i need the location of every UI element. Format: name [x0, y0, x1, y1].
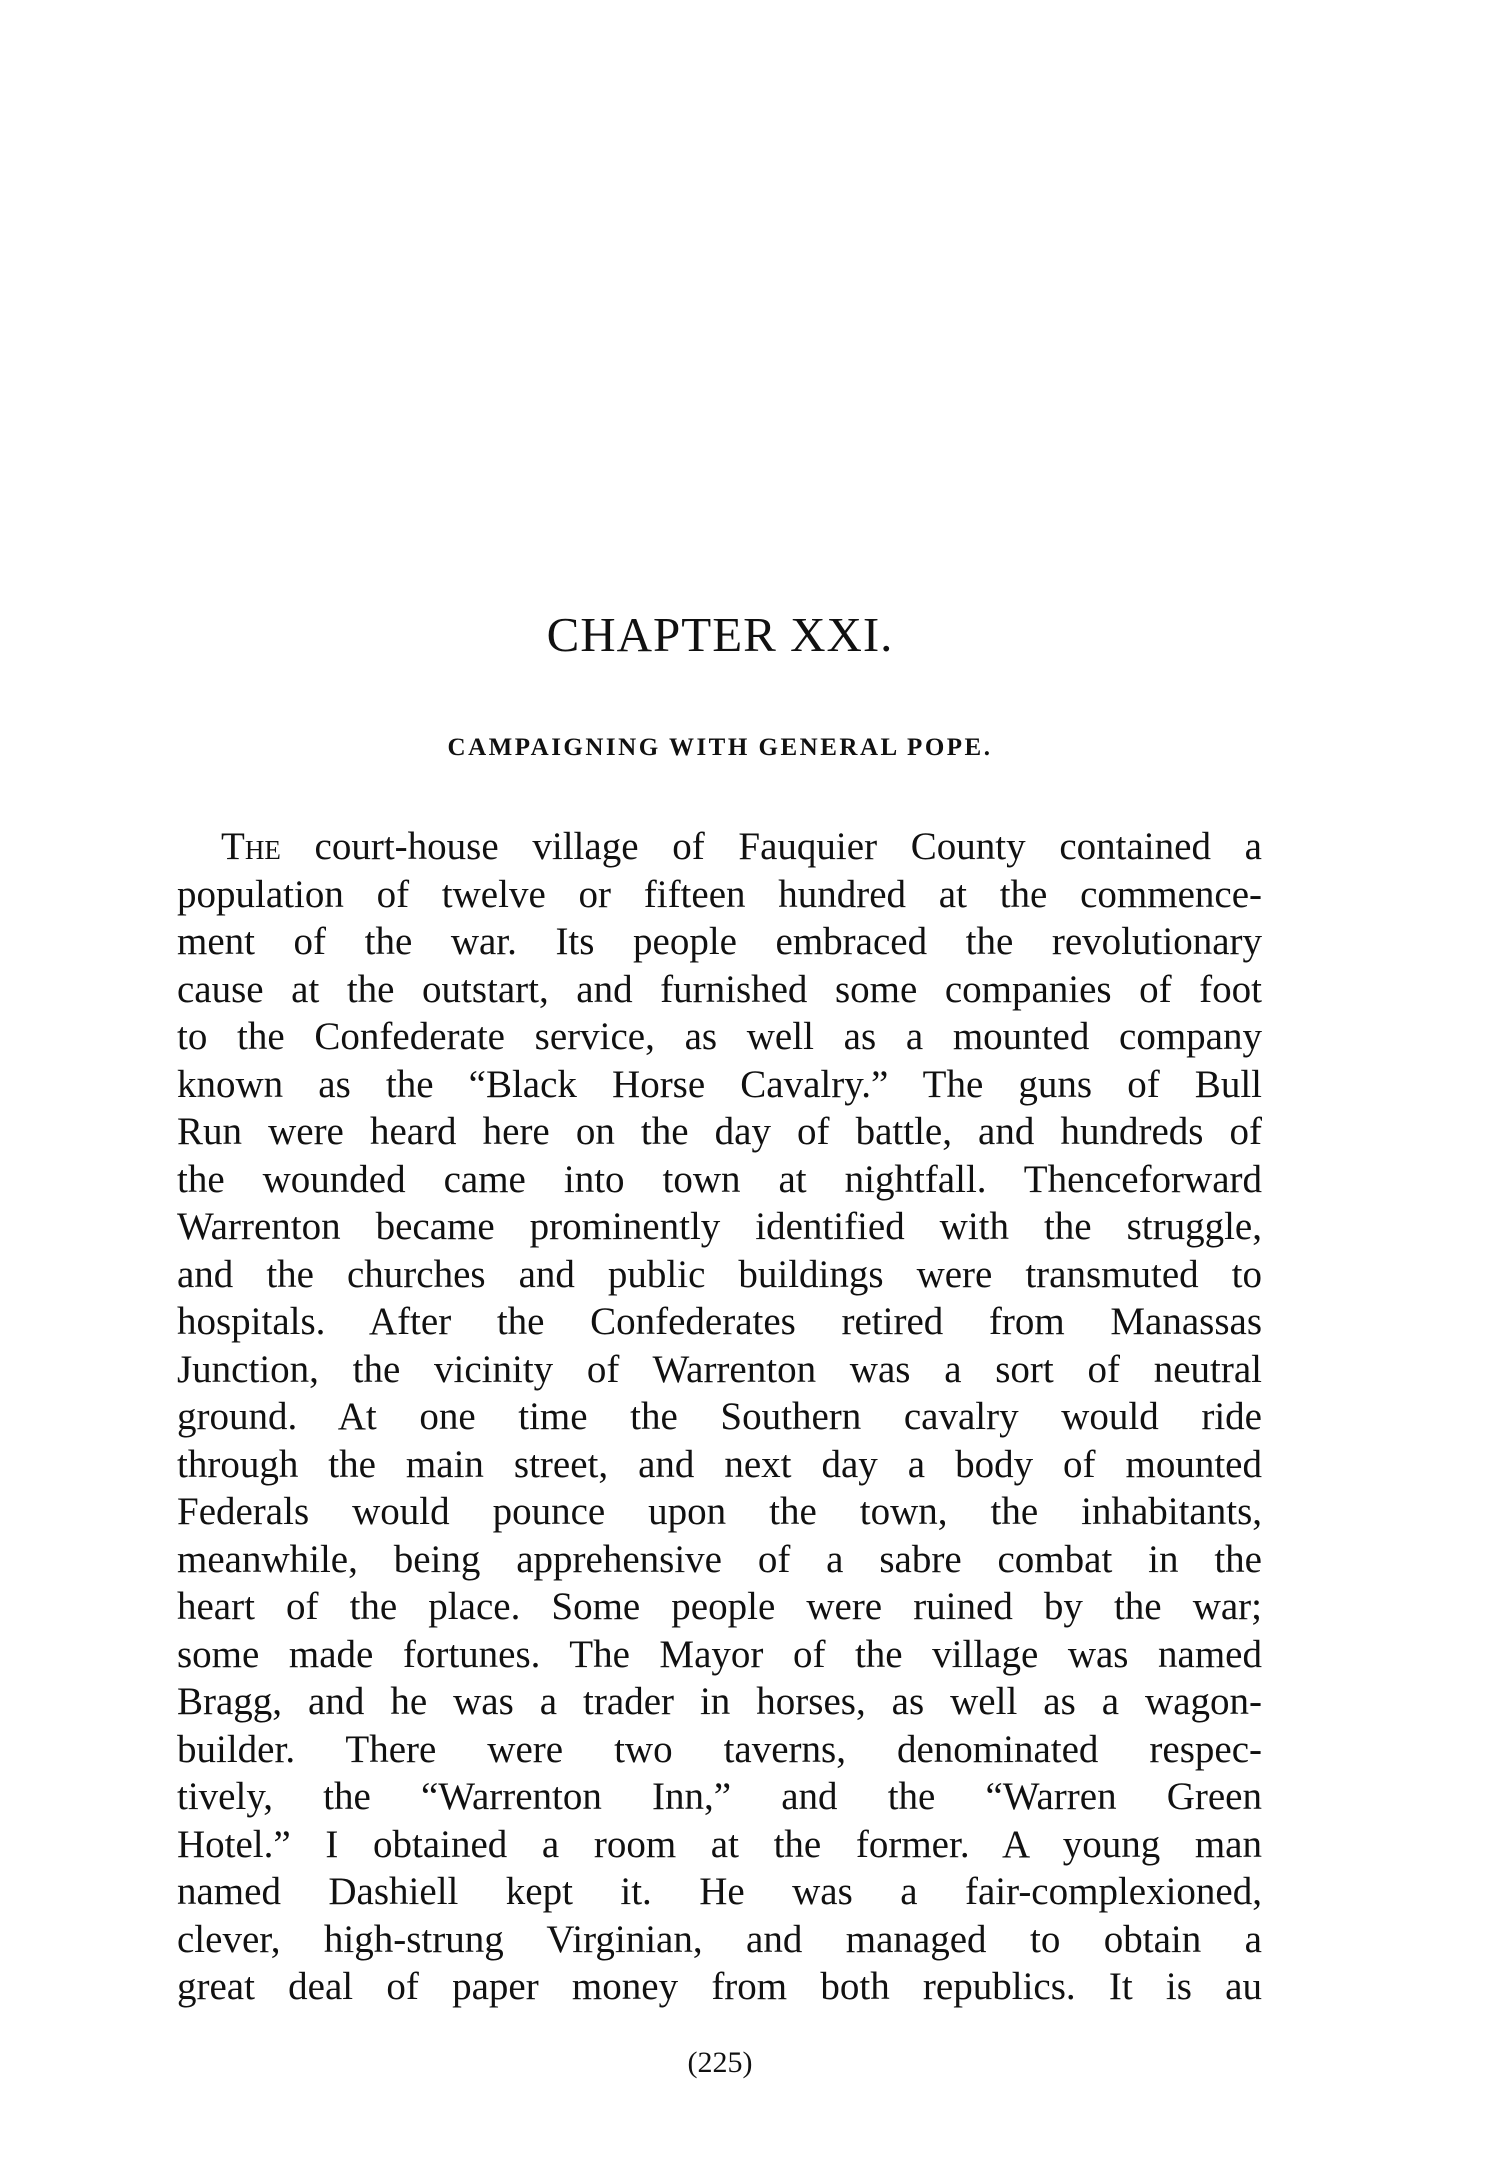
text-line: Junction, the vicinity of Warrenton was a sort of neutral	[177, 1347, 1262, 1391]
text-line: cause at the outstart, and furnished some companies of foot	[177, 967, 1262, 1011]
text-line: Bragg, and he was a trader in horses, as well as a wagon-	[177, 1680, 1262, 1723]
text-line: through the main street, and next day a body of mounted	[177, 1442, 1262, 1486]
text-line: ment of the war. Its people embraced the revolutionary	[177, 920, 1262, 963]
body-text	[177, 823, 1262, 2011]
text-line: the wounded came into town at nightfall. Thenceforward	[177, 1157, 1262, 1201]
text-line	[177, 823, 1262, 871]
text-line: named Dashiell kept it. He was a fair-complexioned,	[177, 1870, 1262, 1913]
chapter-subtitle: CAMPAIGNING WITH GENERAL POPE.	[447, 734, 993, 761]
text-line: and the churches and public buildings were transmuted to	[177, 1252, 1262, 1296]
text-line: Warrenton became prominently identified with the struggle,	[177, 1205, 1262, 1248]
line-text: court-house village of Fauquier County contained a	[280, 825, 1262, 868]
text-line: Hotel.” I obtained a room at the former. A young man	[177, 1822, 1262, 1866]
text-line: heart of the place. Some people were ruined by the war;	[177, 1585, 1262, 1628]
page-number: (225)	[687, 2046, 753, 2079]
drop-word: The	[221, 825, 281, 868]
text-line: tively, the “Warrenton Inn,” and the “Warren Green	[177, 1775, 1262, 1818]
text-line: clever, high-strung Virginian, and managed to obtain a	[177, 1917, 1262, 1961]
chapter-title: CHAPTER XXI.	[546, 607, 894, 662]
text-line: Federals would pounce upon the town, the inhabitants,	[177, 1490, 1262, 1533]
text-line: great deal of paper money from both republics. It is au	[177, 1965, 1262, 2008]
text-line: population of twelve or fifteen hundred at the commence-	[177, 872, 1262, 916]
text-line: to the Confederate service, as well as a mounted company	[177, 1015, 1262, 1058]
text-line: hospitals. After the Confederates retired from Manassas	[177, 1300, 1262, 1343]
text-line: ground. At one time the Southern cavalry would ride	[177, 1395, 1262, 1438]
text-line: known as the “Black Horse Cavalry.” The guns of Bull	[177, 1062, 1262, 1106]
text-line: meanwhile, being apprehensive of a sabre combat in the	[177, 1537, 1262, 1581]
text-line: Run were heard here on the day of battle, and hundreds of	[177, 1110, 1262, 1153]
text-line: builder. There were two taverns, denominated respec-	[177, 1727, 1262, 1771]
text-line: some made fortunes. The Mayor of the village was named	[177, 1632, 1262, 1676]
